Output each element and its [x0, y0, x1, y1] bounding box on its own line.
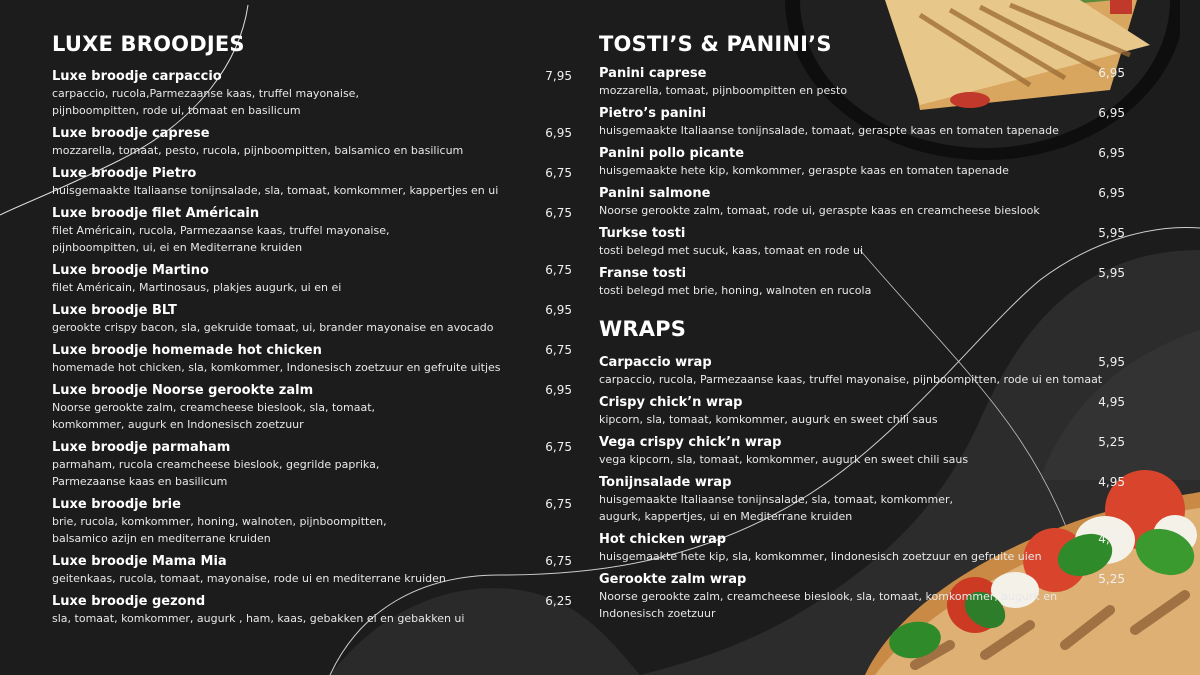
- menu-item-description: Noorse gerookte zalm, creamcheese bieslook, sla, tomaat, komkommer, augurk en Indonesisch zoetzuur: [599, 590, 1058, 620]
- menu-item-name: Luxe broodje Mama Mia: [52, 554, 227, 569]
- menu-item-header: [599, 531, 1129, 548]
- menu-item-header: [599, 105, 1129, 122]
- wrap-menu-item: [599, 354, 1129, 388]
- tosti-panini-menu-item: [599, 65, 1129, 99]
- menu-item-price: 6,95: [1098, 106, 1125, 120]
- menu-item-header: [599, 394, 1129, 411]
- menu-item-description: brie, rucola, komkommer, honing, walnoten, pijnboompitten, balsamico azijn en mediterrane kruiden: [52, 515, 387, 545]
- menu-item-price: 4,95: [1098, 395, 1125, 409]
- menu-item-description: huisgemaakte Italiaanse tonijnsalade, sla, tomaat, komkommer, augurk, kappertjes, ui en Mediterrane kruiden: [599, 493, 954, 523]
- menu-item-description: mozzarella, tomaat, pijnboompitten en pesto: [599, 84, 848, 97]
- menu-item-price: 5,95: [1098, 266, 1125, 280]
- tosti-panini-menu-item: [599, 105, 1129, 139]
- menu-item-price: 4,95: [1098, 532, 1125, 546]
- menu-item-name: Luxe broodje caprese: [52, 126, 210, 141]
- menu-item-name: Hot chicken wrap: [599, 532, 727, 547]
- luxe-broodje-menu-item: [52, 165, 572, 199]
- menu-item-price: 6,95: [545, 303, 572, 317]
- menu-item-price: 6,95: [1098, 146, 1125, 160]
- menu-item-price: 6,75: [545, 166, 572, 180]
- menu-item-description: carpaccio, rucola, Parmezaanse kaas, truffel mayonaise, pijnboompitten, rode ui en tomaat: [599, 373, 1103, 386]
- menu-item-header: [599, 571, 1129, 588]
- menu-item-name: Luxe broodje brie: [52, 497, 181, 512]
- menu-item-name: Luxe broodje parmaham: [52, 440, 231, 455]
- menu-item-header: [599, 225, 1129, 242]
- luxe-broodje-menu-item: [52, 302, 572, 336]
- menu-item-header: [599, 145, 1129, 162]
- menu-item-description: mozzarella, tomaat, pesto, rucola, pijnboompitten, balsamico en basilicum: [52, 144, 464, 157]
- menu-item-price: 6,95: [1098, 186, 1125, 200]
- menu-item-name: Luxe broodje filet Américain: [52, 206, 260, 221]
- menu-item-price: 6,75: [545, 343, 572, 357]
- section-title-wraps: WRAPS: [599, 317, 687, 341]
- wrap-menu-item: [599, 394, 1129, 428]
- menu-item-header: [52, 68, 572, 85]
- menu-item-price: 6,75: [545, 263, 572, 277]
- tosti-panini-list: [599, 65, 1129, 299]
- menu-item-price: 5,25: [1098, 435, 1125, 449]
- luxe-broodje-menu-item: [52, 125, 572, 159]
- menu-item-name: Tonijnsalade wrap: [599, 475, 732, 490]
- menu-item-header: [52, 302, 572, 319]
- menu-item-description: huisgemaakte Italiaanse tonijnsalade, tomaat, geraspte kaas en tomaten tapenade: [599, 124, 1059, 137]
- luxe-broodje-menu-item: [52, 496, 572, 547]
- menu-item-name: Luxe broodje homemade hot chicken: [52, 343, 322, 358]
- menu-item-name: Luxe broodje Noorse gerookte zalm: [52, 383, 314, 398]
- menu-item-name: Panini caprese: [599, 66, 707, 81]
- menu-item-name: Luxe broodje gezond: [52, 594, 206, 609]
- menu-item-header: [599, 474, 1129, 491]
- menu-item-name: Luxe broodje Pietro: [52, 166, 197, 181]
- menu-item-header: [52, 439, 572, 456]
- menu-item-header: [52, 342, 572, 359]
- menu-item-price: 4,95: [1098, 475, 1125, 489]
- wrap-menu-item: [599, 434, 1129, 468]
- menu-item-description: tosti belegd met brie, honing, walnoten en rucola: [599, 284, 872, 297]
- menu-item-description: Noorse gerookte zalm, tomaat, rode ui, geraspte kaas en creamcheese bieslook: [599, 204, 1040, 217]
- menu-item-price: 6,75: [545, 440, 572, 454]
- wrap-menu-item: [599, 474, 1129, 525]
- luxe-broodje-menu-item: [52, 553, 572, 587]
- menu-item-header: [52, 593, 572, 610]
- menu-item-header: [52, 205, 572, 222]
- wrap-menu-item: [599, 571, 1129, 622]
- menu-item-description: filet Américain, Martinosaus, plakjes augurk, ui en ei: [52, 281, 342, 294]
- menu-item-name: Pietro’s panini: [599, 106, 707, 121]
- menu-item-header: [52, 553, 572, 570]
- menu-item-description: carpaccio, rucola,Parmezaanse kaas, truffel mayonaise, pijnboompitten, rode ui, tomaat en basilicum: [52, 87, 359, 117]
- tosti-panini-menu-item: [599, 265, 1129, 299]
- section-title-luxe-broodjes: LUXE BROODJES: [52, 32, 245, 56]
- menu-item-description: sla, tomaat, komkommer, augurk , ham, kaas, gebakken ei en gebakken ui: [52, 612, 465, 625]
- menu-item-description: parmaham, rucola creamcheese bieslook, gegrilde paprika, Parmezaanse kaas en basilicum: [52, 458, 380, 488]
- menu-item-header: [52, 165, 572, 182]
- luxe-broodje-menu-item: [52, 382, 572, 433]
- menu-item-price: 6,75: [545, 497, 572, 511]
- menu-item-header: [52, 262, 572, 279]
- tosti-panini-menu-item: [599, 225, 1129, 259]
- menu-item-header: [52, 125, 572, 142]
- menu-item-header: [599, 65, 1129, 82]
- menu-item-header: [52, 496, 572, 513]
- menu-item-price: 6,95: [545, 126, 572, 140]
- menu-item-name: Crispy chick’n wrap: [599, 395, 743, 410]
- menu-item-name: Carpaccio wrap: [599, 355, 712, 370]
- section-title-tosti-panini: TOSTI’S & PANINI’S: [599, 32, 832, 56]
- menu-item-price: 6,75: [545, 206, 572, 220]
- menu-item-name: Panini salmone: [599, 186, 711, 201]
- right-column: [599, 30, 1129, 628]
- menu-item-name: Luxe broodje Martino: [52, 263, 209, 278]
- luxe-broodjes-list: [52, 68, 572, 627]
- menu-item-description: huisgemaakte Italiaanse tonijnsalade, sla, tomaat, komkommer, kappertjes en ui: [52, 184, 499, 197]
- menu-item-price: 5,95: [1098, 226, 1125, 240]
- menu-item-price: 7,95: [545, 69, 572, 83]
- menu-item-name: Vega crispy chick’n wrap: [599, 435, 782, 450]
- menu-item-description: huisgemaakte hete kip, komkommer, geraspte kaas en tomaten tapenade: [599, 164, 1009, 177]
- menu-item-price: 5,25: [1098, 572, 1125, 586]
- menu-item-description: tosti belegd met sucuk, kaas, tomaat en rode ui: [599, 244, 864, 257]
- tosti-panini-menu-item: [599, 145, 1129, 179]
- menu-item-header: [599, 434, 1129, 451]
- menu-item-name: Gerookte zalm wrap: [599, 572, 747, 587]
- luxe-broodje-menu-item: [52, 342, 572, 376]
- menu-item-name: Luxe broodje carpaccio: [52, 69, 222, 84]
- menu-item-description: huisgemaakte hete kip, sla, komkommer, Iindonesisch zoetzuur en gefruite uien: [599, 550, 1042, 563]
- menu-item-name: Luxe broodje BLT: [52, 303, 177, 318]
- menu-item-header: [52, 382, 572, 399]
- luxe-broodje-menu-item: [52, 205, 572, 256]
- menu-item-name: Franse tosti: [599, 266, 687, 281]
- menu-item-description: geitenkaas, rucola, tomaat, mayonaise, rode ui en mediterrane kruiden: [52, 572, 446, 585]
- menu-item-header: [599, 354, 1129, 371]
- menu-item-description: kipcorn, sla, tomaat, komkommer, augurk en sweet chili saus: [599, 413, 938, 426]
- menu-item-header: [599, 265, 1129, 282]
- wrap-menu-item: [599, 531, 1129, 565]
- luxe-broodjes-section: [52, 30, 572, 633]
- menu-item-name: Panini pollo picante: [599, 146, 745, 161]
- luxe-broodje-menu-item: [52, 439, 572, 490]
- menu-item-description: Noorse gerookte zalm, creamcheese bieslook, sla, tomaat, komkommer, augurk en Indonesisch zoetzuur: [52, 401, 376, 431]
- menu-item-description: vega kipcorn, sla, tomaat, komkommer, augurk en sweet chili saus: [599, 453, 969, 466]
- menu-item-price: 6,95: [545, 383, 572, 397]
- menu-item-price: 6,25: [545, 594, 572, 608]
- menu-item-description: gerookte crispy bacon, sla, gekruide tomaat, ui, brander mayonaise en avocado: [52, 321, 494, 334]
- luxe-broodje-menu-item: [52, 262, 572, 296]
- menu-item-price: 5,95: [1098, 355, 1125, 369]
- menu-item-description: homemade hot chicken, sla, komkommer, Indonesisch zoetzuur en gefruite uitjes: [52, 361, 501, 374]
- tosti-panini-menu-item: [599, 185, 1129, 219]
- menu-item-description: filet Américain, rucola, Parmezaanse kaas, truffel mayonaise, pijnboompitten, ui, ei en Mediterrane kruiden: [52, 224, 390, 254]
- menu-item-price: 6,95: [1098, 66, 1125, 80]
- luxe-broodje-menu-item: [52, 593, 572, 627]
- menu-item-price: 6,75: [545, 554, 572, 568]
- wraps-list: [599, 354, 1129, 622]
- luxe-broodje-menu-item: [52, 68, 572, 119]
- menu-item-header: [599, 185, 1129, 202]
- menu-item-name: Turkse tosti: [599, 226, 686, 241]
